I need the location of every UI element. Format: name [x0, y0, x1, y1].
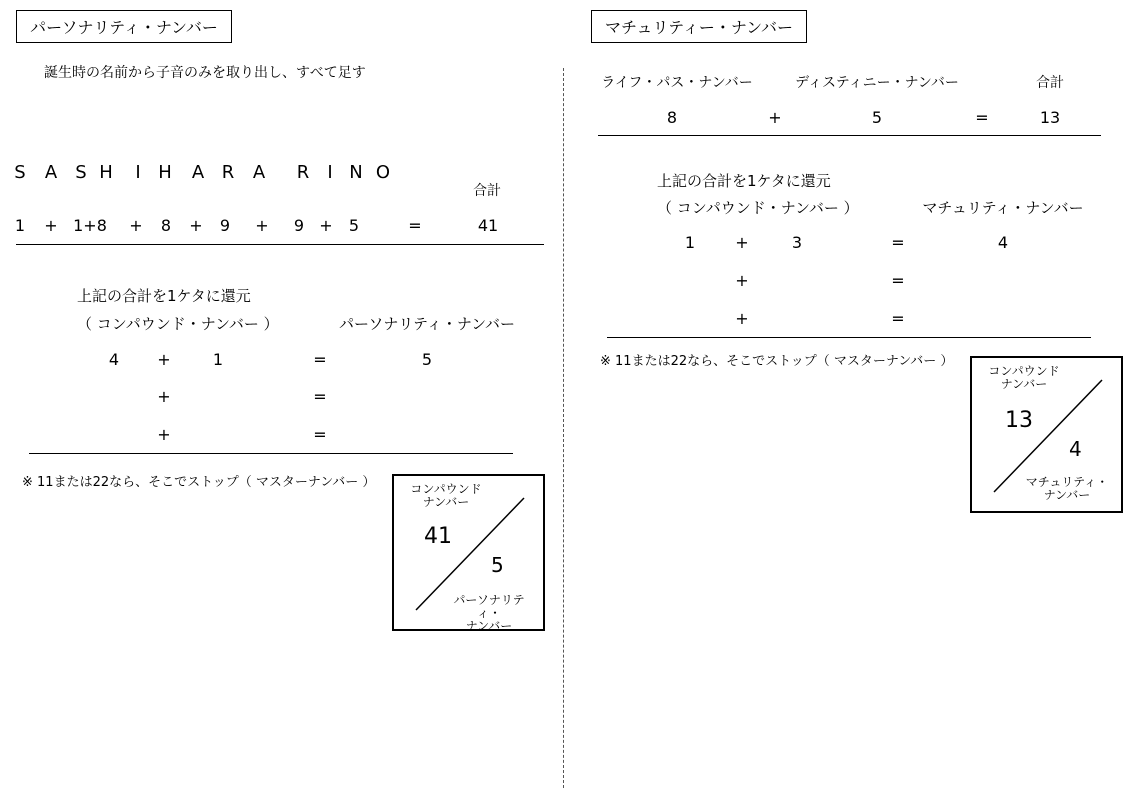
name-letter: A: [191, 162, 205, 183]
name-letter: R: [221, 162, 235, 183]
sum-term: +: [255, 216, 269, 235]
reduction-eq: =: [313, 350, 327, 369]
reduction-b: 1: [212, 350, 224, 369]
box-final-value: 5: [491, 553, 504, 577]
maturity-reduce-heading: 上記の合計を1ケタに還元: [657, 172, 831, 190]
sum-term: 5: [348, 216, 360, 235]
sum-total: 41: [477, 216, 499, 235]
maturity-sum-underline: [598, 135, 1101, 136]
sum-term: +: [189, 216, 203, 235]
name-letter: H: [99, 162, 113, 183]
reduction-a: 1: [684, 233, 696, 252]
maturity-total-value: 13: [1039, 108, 1061, 127]
sum-term: =: [408, 216, 422, 235]
maturity-master-note: ※ 11または22なら、そこでストップ（ マスターナンバー ）: [600, 354, 954, 369]
name-letter: O: [375, 162, 391, 183]
maturity-box-compound-label: コンパウンド ナンバー: [988, 364, 1060, 391]
sum-term: 8: [160, 216, 172, 235]
sum-term: 1+8: [73, 216, 107, 235]
reduction-eq: =: [891, 271, 905, 290]
destiny-value: 5: [871, 108, 883, 127]
name-letter: S: [75, 162, 87, 183]
sum-term: 9: [219, 216, 231, 235]
sum-term: +: [319, 216, 333, 235]
personality-summary-box: [392, 474, 545, 631]
maturity-box-final-value: 4: [1069, 437, 1082, 461]
reduction-b: 3: [791, 233, 803, 252]
personality-instruction: 誕生時の名前から子音のみを取り出し、すべて足す: [44, 65, 366, 81]
name-letter: I: [327, 162, 333, 183]
total-header: 合計: [473, 183, 501, 199]
compound-heading: （ コンパウンド・ナンバー ）: [77, 315, 279, 333]
maturity-summary-box: [970, 356, 1123, 513]
reduction-op: +: [157, 425, 171, 444]
life-path-header: ライフ・パス・ナンバー: [601, 75, 753, 91]
name-letter: A: [44, 162, 58, 183]
reduction-op: +: [735, 233, 749, 252]
sum-term: +: [129, 216, 143, 235]
destiny-header: ディスティニー・ナンバー: [795, 75, 959, 91]
reduction-result: 5: [421, 350, 433, 369]
name-letter: I: [135, 162, 141, 183]
reduction-eq: =: [313, 387, 327, 406]
reduction-op: +: [735, 271, 749, 290]
name-letter: N: [349, 162, 363, 183]
sum-term: +: [44, 216, 58, 235]
name-letter: R: [296, 162, 310, 183]
maturity-result-header: マチュリティ・ナンバー: [922, 199, 1084, 217]
section-divider: [563, 68, 564, 788]
reduction-op: +: [157, 387, 171, 406]
reduction-a: 4: [108, 350, 120, 369]
maturity-box-compound-value: 13: [1005, 408, 1033, 433]
box-compound-label: コンパウンド ナンバー: [410, 482, 482, 509]
equals-sign: =: [975, 108, 989, 127]
sum-term: 9: [293, 216, 305, 235]
life-path-value: 8: [666, 108, 678, 127]
reduce-heading: 上記の合計を1ケタに還元: [77, 287, 251, 305]
reduction-result: 4: [997, 233, 1009, 252]
sum-underline: [16, 244, 544, 245]
name-letter: A: [252, 162, 266, 183]
maturity-total-header: 合計: [1036, 75, 1064, 91]
reduction-eq: =: [891, 309, 905, 328]
reduction-eq: =: [313, 425, 327, 444]
maturity-compound-heading: （ コンパウンド・ナンバー ）: [657, 199, 859, 217]
name-letter: H: [158, 162, 172, 183]
maturity-box-final-label: マチュリティ・ ナンバー: [1025, 475, 1109, 502]
personality-title: パーソナリティ・ナンバー: [16, 10, 232, 43]
reduction-underline: [29, 453, 513, 454]
box-final-label: パーソナリティ・ ナンバー: [453, 593, 525, 633]
reduction-eq: =: [891, 233, 905, 252]
maturity-title: マチュリティー・ナンバー: [591, 10, 807, 43]
personality-result-header: パーソナリティ・ナンバー: [338, 315, 516, 333]
reduction-op: +: [735, 309, 749, 328]
maturity-reduction-underline: [607, 337, 1091, 338]
box-compound-value: 41: [424, 524, 452, 549]
reduction-op: +: [157, 350, 171, 369]
plus-sign: +: [768, 108, 782, 127]
master-number-note: ※ 11または22なら、そこでストップ（ マスターナンバー ）: [22, 475, 376, 490]
sum-term: 1: [14, 216, 26, 235]
name-letter: S: [14, 162, 26, 183]
